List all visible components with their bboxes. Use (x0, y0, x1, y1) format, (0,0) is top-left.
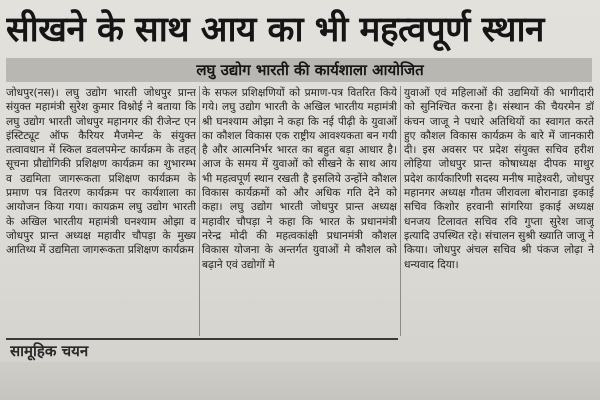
headline: सीखने के साथ आय का भी महत्वपूर्ण स्थान (6, 10, 544, 50)
subheadline: लघु उद्योग भारती की कार्यशाला आयोजित (196, 61, 424, 79)
column-2-text: के सफल प्रशिक्षणियों को प्रमाण-पत्र वितरित किये गये। लघु उद्योग भारती के अखिल भारतीय महामंत्री श्री घनश्याम ओझा ने कहा कि नई पीढ़ी के युवाओं का कौशल विकास एक राष्ट्रीय आवश्यकता बन गयी है और आत्मनिर्भर भारत का बहुत बड़ा आधार है। आज के समय में युवाओं को सीखने के साथ आय भी महत्वपूर्ण स्थान रखती है इसलिये उन्होंने कौशल विकास कार्यक्रमों को और अधिक गति देने को कहा। लघु उद्योग भारती जोधपुर प्रान्त अध्यक्ष महावीर चौपड़ा ने कहा कि भारत के प्रधानमंत्री नरेन्द्र मोदी की महत्वकांक्षी प्रधानमंत्री कौशल विकास योजना के अन्तर्गत युवाओं मे कौशल को बढ़ाने एवं उद्योगों मे (202, 87, 397, 271)
page-bottom-edge (0, 362, 600, 400)
article-column-2 (202, 86, 397, 336)
article-column-1 (6, 86, 196, 336)
column-1-text: जोधपुर(नस)। लघु उद्योग भारती जोधपुर प्रान्त संयुक्त महामंत्री सुरेश कुमार विश्नोई ने बताया कि लघु उद्योग भारती जोधपुर महानगर की रीजेन्ट एन इंस्टिट्यूट ऑफ कैरियर मैजमेन्ट के संयुक्त तत्वावधान में स्किल डवलपमेन्ट कार्यक्रम के तहत् सूचना प्रौद्योगिकी प्रशिक्षण कार्यक्रम का शुभारम्भ व उद्यमिता जागरूकता प्रशिक्षण कार्यक्रम के प्रमाण पत्र वितरण कार्यक्रम पर कार्यशाला का आयोजन किया गया। कायक्रम लघु उद्योग भारती के अखिल भारतीय महामंत्री घनश्याम ओझा व जोधपुर प्रान्त अध्यक्ष महावीर चौपड़ा के मुख्य आतिथ्य में उद्यमिता जागरूकता प्रशिक्षण कार्यक्रम (6, 87, 196, 257)
column-divider (400, 86, 401, 336)
article-column-3 (404, 86, 594, 336)
column-divider (199, 86, 200, 336)
column-3-text: युवाओं एवं महिलाओं की उद्यमियों की भागीदारी को सुनिश्चित करना है। संस्थान की चैयरमेन डॉ कंचन जाजू ने पधारे अतिथियों का स्वागत करते हुए कौशल विकास कार्यक्रम के बारे में जानकारी दी। इस अवसर पर प्रदेश संयुक्त सचिव हरीश लोहिया जोधपुर प्रान्त कोषाध्यक्ष दीपक माथुर प्रदेश कार्यकारिणी सदस्य मनीष माहेश्वरी, जोधपुर महानगर अध्यक्ष गौतम जीरावला बोरानाडा इकाई सचिव किशोर हरवानी सांगरिया इकाई अध्यक्ष धनजय टिलावत सचिव रवि गुप्ता सुरेश जाजू इत्यादि उपस्थित रहे। संचालन सुश्री ख्याति जाजू ने किया। जोधपुर अंचल सचिव श्री पंकज लोढ़ा ने धन्यवाद दिया। (404, 87, 594, 271)
next-article-headline: सामूहिक चयन (10, 342, 89, 360)
